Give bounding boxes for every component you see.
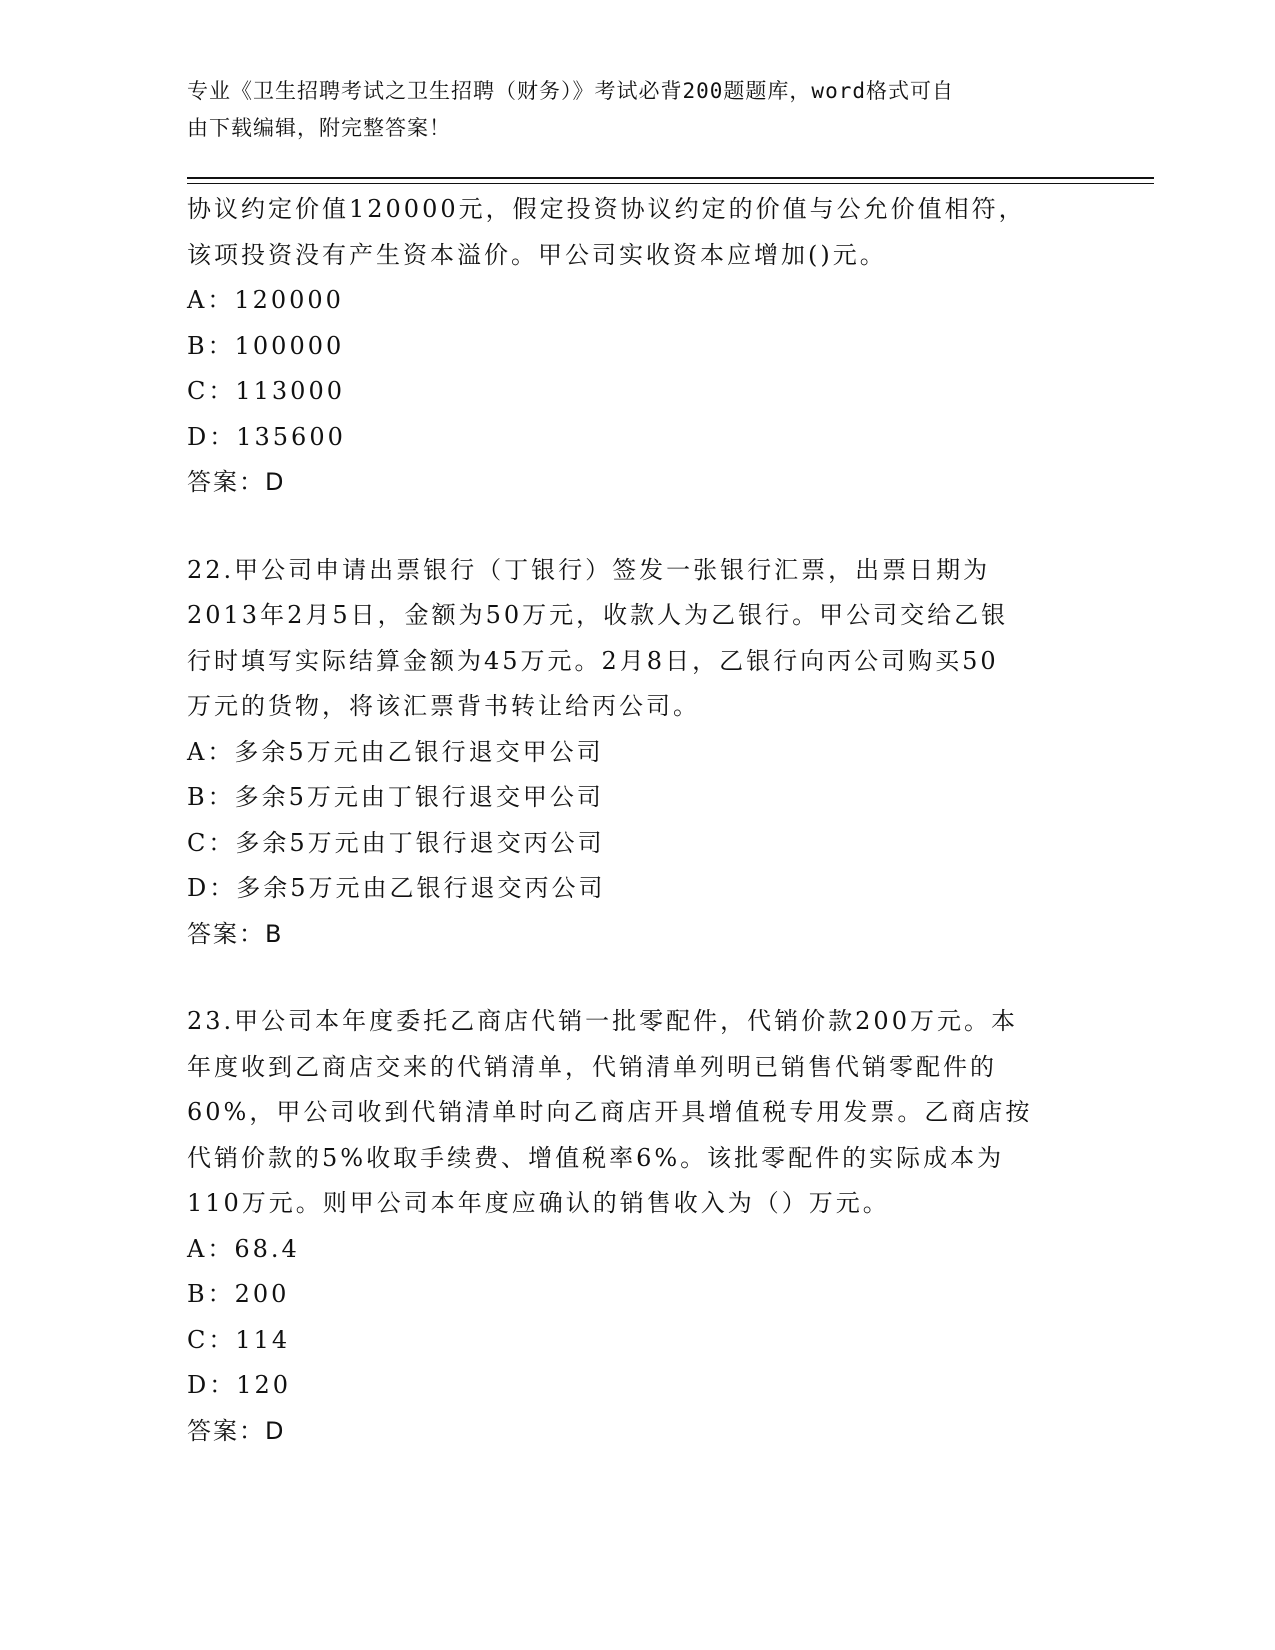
header-title-line-2: 由下载编辑，附完整答案！: [187, 116, 451, 140]
header-title-line-1: 专业《卫生招聘考试之卫生招聘（财务）》考试必背200题题库，word格式可自: [187, 79, 954, 103]
option-d: D：多余5万元由乙银行退交丙公司: [187, 874, 606, 902]
question-list: [187, 187, 1087, 1454]
question-text-line: 万元的货物，将该汇票背书转让给丙公司。: [187, 692, 700, 720]
question-text-line: 行时填写实际结算金额为45万元。2月8日，乙银行向丙公司购买50: [187, 646, 999, 675]
answer-text: 答案：B: [187, 919, 284, 948]
question-text-line: 22.甲公司申请出票银行（丁银行）签发一张银行汇票，出票日期为: [187, 555, 991, 584]
option-b: B：200: [187, 1280, 290, 1308]
option-a: A：120000: [187, 286, 344, 314]
question-block: [187, 548, 1087, 958]
option-b: B：多余5万元由丁银行退交甲公司: [187, 783, 604, 811]
answer-text: 答案：D: [187, 468, 286, 496]
question-text-line: 年度收到乙商店交来的代销清单，代销清单列明已销售代销零配件的: [187, 1052, 997, 1081]
header-divider-thick: [187, 177, 1154, 179]
question-spacer: [187, 506, 1087, 548]
question-text-line: 2013年2月5日，金额为50万元，收款人为乙银行。甲公司交给乙银: [187, 601, 1009, 629]
question-text-line: 23.甲公司本年度委托乙商店代销一批零配件，代销价款200万元。本: [187, 1007, 1018, 1035]
option-c: C：114: [187, 1325, 291, 1354]
question-block: [187, 187, 1087, 506]
page-header: [187, 73, 1077, 147]
question-text-line: 110万元。则甲公司本年度应确认的销售收入为（）万元。: [187, 1189, 890, 1217]
option-a: A：多余5万元由乙银行退交甲公司: [187, 737, 604, 766]
question-text-line: 协议约定价值120000元，假定投资协议约定的价值与公允价值相符，: [187, 195, 1026, 223]
question-spacer: [187, 957, 1087, 999]
option-c: C：多余5万元由丁银行退交丙公司: [187, 828, 605, 857]
question-block: [187, 999, 1087, 1454]
answer-text: 答案：D: [187, 1416, 286, 1445]
option-a: A：68.4: [187, 1234, 300, 1263]
question-text-line: 该项投资没有产生资本溢价。甲公司实收资本应增加()元。: [187, 240, 887, 269]
option-d: D：135600: [187, 422, 346, 451]
option-c: C：113000: [187, 377, 345, 405]
option-d: D：120: [187, 1371, 292, 1399]
option-b: B：100000: [187, 331, 345, 360]
header-divider-thin: [187, 183, 1154, 184]
question-text-line: 60%，甲公司收到代销清单时向乙商店开具增值税专用发票。乙商店按: [187, 1098, 1033, 1126]
question-text-line: 代销价款的5%收取手续费、增值税率6%。该批零配件的实际成本为: [187, 1143, 1005, 1172]
